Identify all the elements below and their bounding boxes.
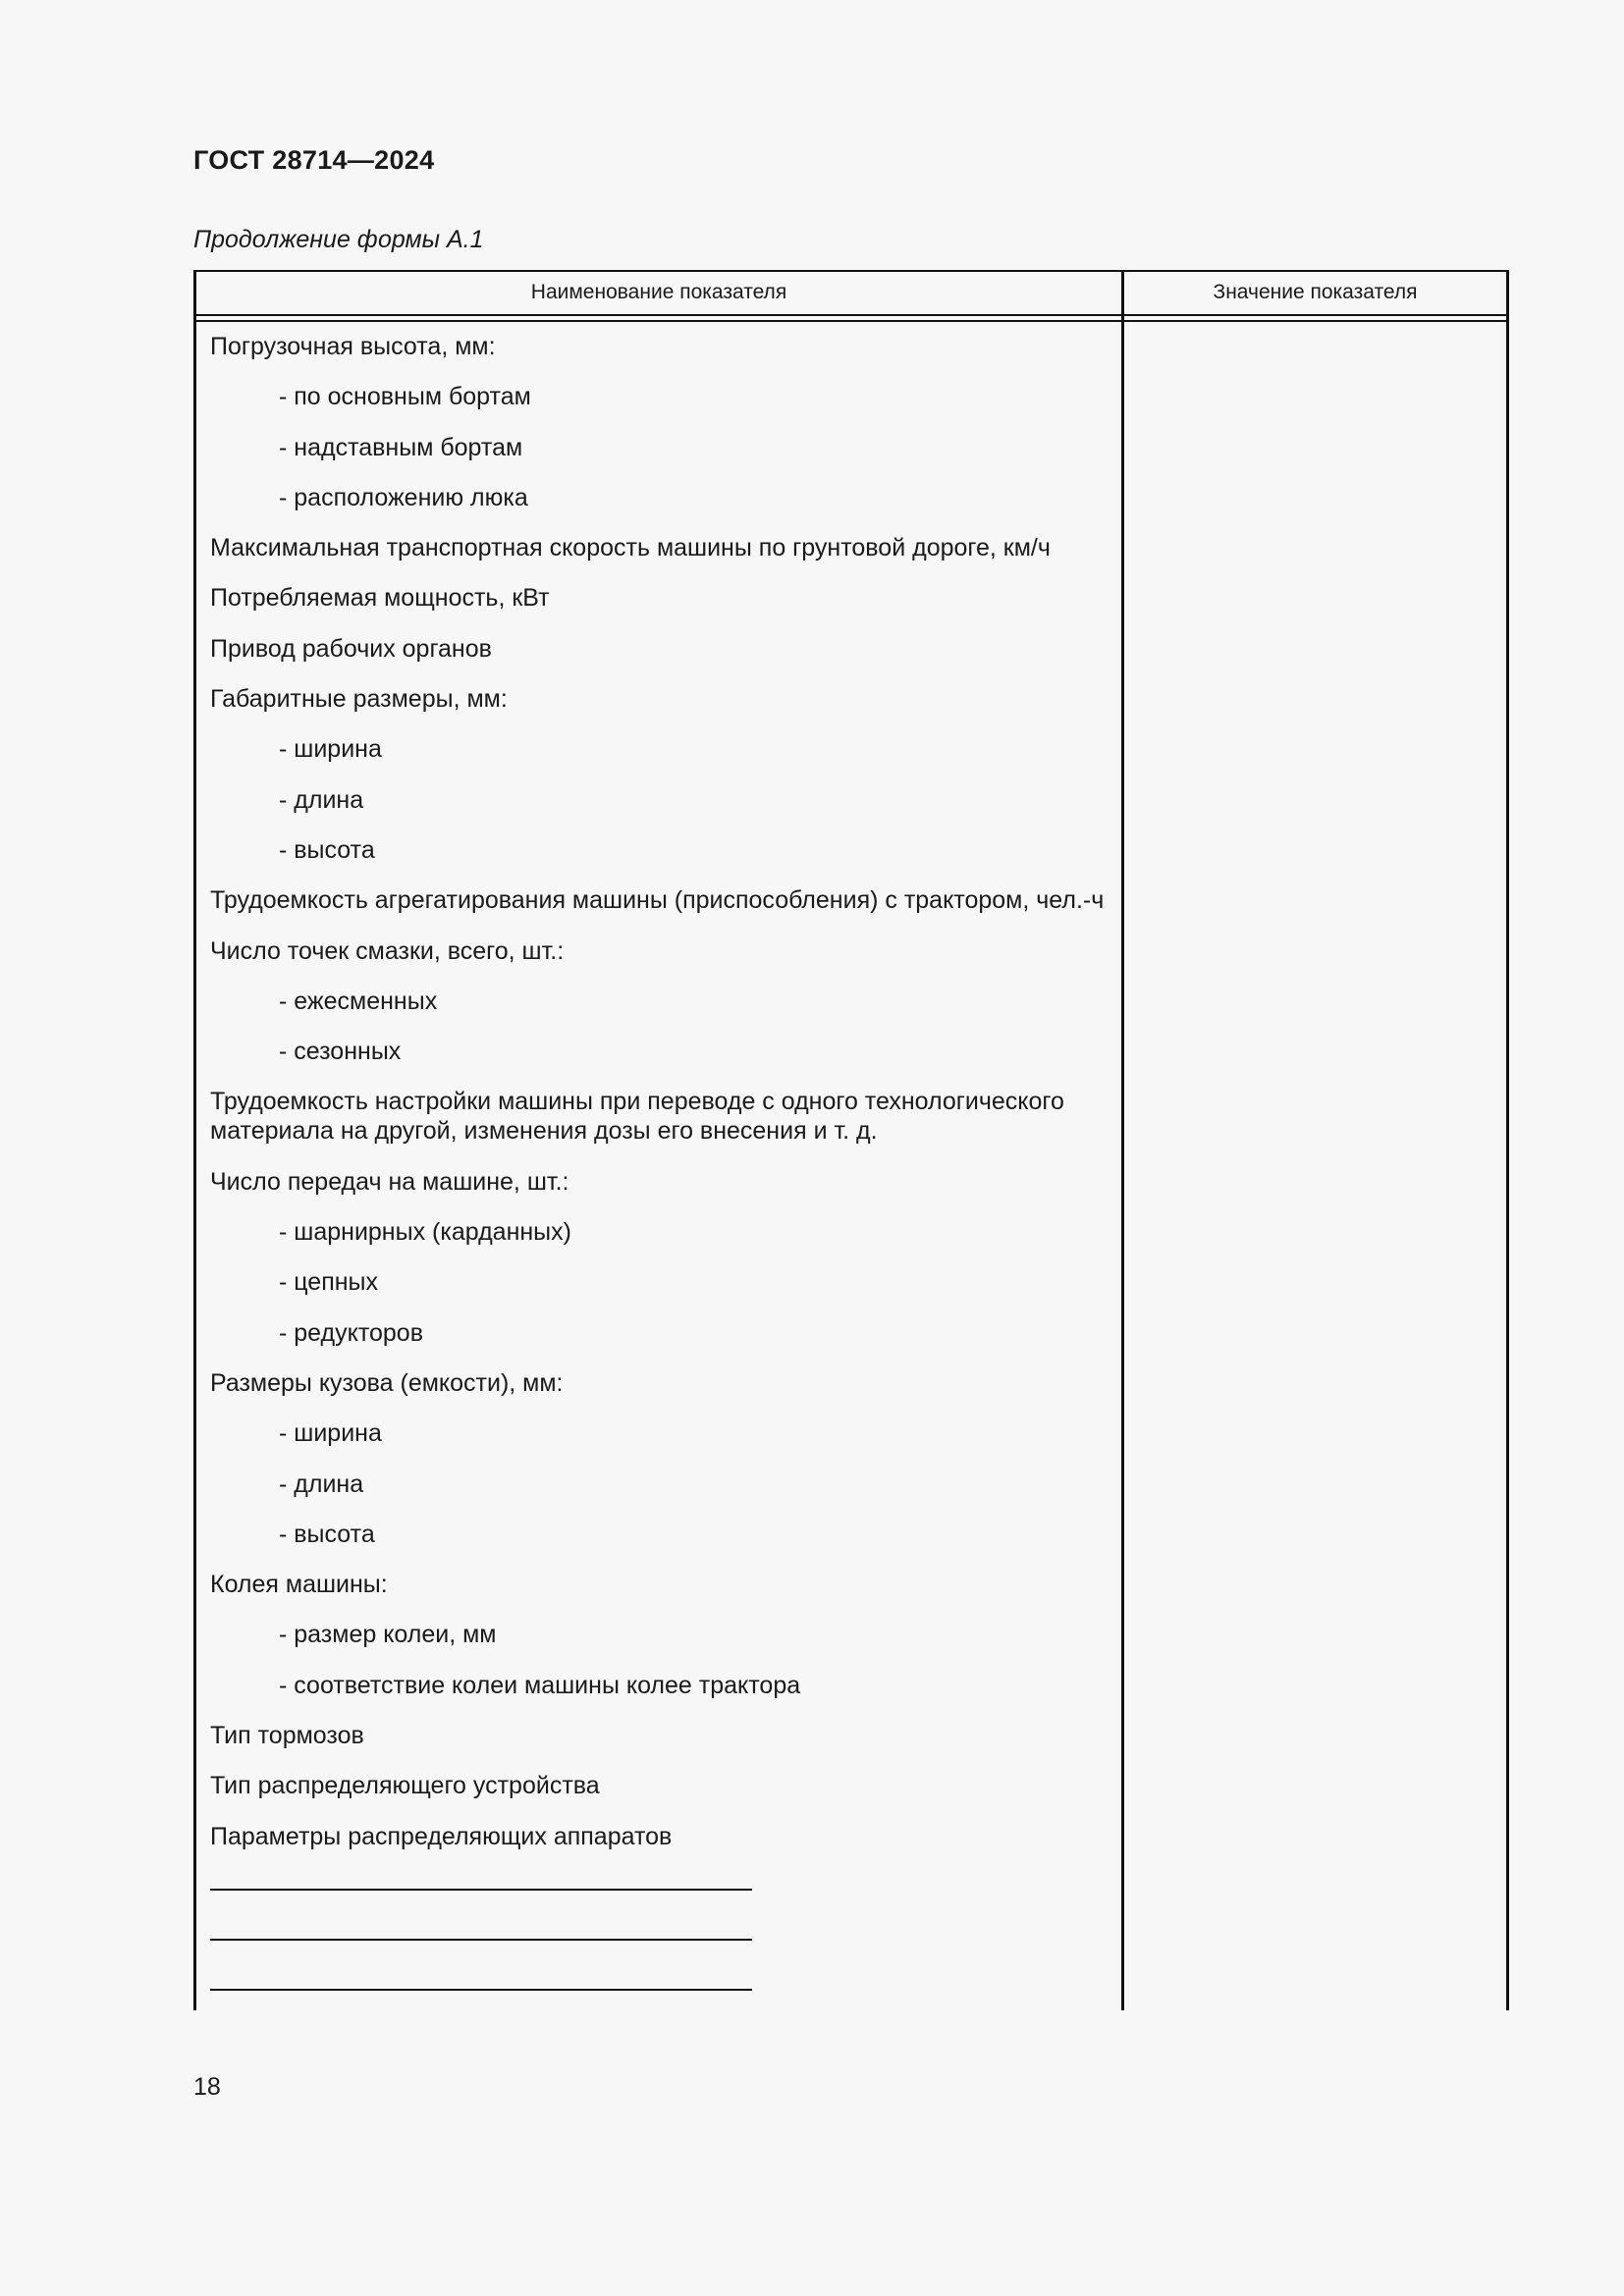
table-row: Параметры распределяющих аппаратов bbox=[210, 1822, 673, 1850]
table-column-divider bbox=[1121, 270, 1124, 2010]
table-row: Колея машины: bbox=[210, 1571, 388, 1599]
table-row: - ширина bbox=[279, 735, 382, 764]
table-row: - высота bbox=[279, 835, 375, 864]
table-row: - шарнирных (карданных) bbox=[279, 1218, 571, 1247]
table-row: Потребляемая мощность, кВт bbox=[210, 584, 550, 613]
table-row: Погрузочная высота, мм: bbox=[210, 333, 496, 360]
table-header-separator bbox=[193, 314, 1509, 322]
form-continuation-caption: Продолжение формы А.1 bbox=[193, 226, 484, 253]
table-row: - по основным бортам bbox=[279, 383, 531, 411]
blank-fill-line bbox=[210, 1889, 752, 1891]
table-row: - ширина bbox=[279, 1419, 382, 1448]
table-row: Привод рабочих органов bbox=[210, 634, 492, 663]
table-row: Тип распределяющего устройства bbox=[210, 1772, 600, 1800]
table-row: - высота bbox=[279, 1520, 375, 1548]
table-row: - редукторов bbox=[279, 1318, 423, 1347]
column-header-indicator-name: Наименование показателя bbox=[530, 281, 787, 303]
page-number: 18 bbox=[193, 2073, 221, 2101]
document-standard-title: ГОСТ 28714—2024 bbox=[193, 145, 435, 175]
table-row: - сезонных bbox=[279, 1038, 402, 1066]
table-left-border bbox=[193, 270, 196, 2010]
table-row: Максимальная транспортная скорость машины по грунтовой дороге, км/ч bbox=[210, 534, 1051, 562]
table-row: - длина bbox=[279, 1469, 364, 1498]
table-row: Тип тормозов bbox=[210, 1722, 364, 1750]
table-row: Трудоемкость настройки машины при переводе с одного технологического материала на другой, изменения дозы его внесения и т. д. bbox=[210, 1088, 1064, 1146]
indicator-table bbox=[193, 270, 1509, 2010]
table-right-border bbox=[1506, 270, 1509, 2010]
blank-fill-line bbox=[210, 1989, 752, 1991]
table-row: Число передач на машине, шт.: bbox=[210, 1167, 569, 1196]
table-row: - расположению люка bbox=[279, 483, 528, 511]
table-row: Размеры кузова (емкости), мм: bbox=[210, 1368, 564, 1397]
table-row: Габаритные размеры, мм: bbox=[210, 685, 508, 714]
table-top-border bbox=[193, 270, 1509, 272]
table-row: - соответствие колеи машины колее трактора bbox=[279, 1671, 801, 1699]
table-row: - ежесменных bbox=[279, 987, 438, 1015]
blank-fill-line bbox=[210, 1939, 752, 1941]
indicator-rows bbox=[210, 332, 1113, 2039]
table-row: Трудоемкость агрегатирования машины (приспособления) с трактором, чел.-ч bbox=[210, 886, 1105, 915]
table-row: Число точек смазки, всего, шт.: bbox=[210, 936, 565, 965]
table-row: - цепных bbox=[279, 1268, 379, 1297]
table-row: - надставным бортам bbox=[279, 433, 523, 461]
table-row: - размер колеи, мм bbox=[279, 1621, 497, 1649]
column-header-indicator-value: Значение показателя bbox=[1213, 281, 1418, 303]
table-row: - длина bbox=[279, 785, 364, 814]
